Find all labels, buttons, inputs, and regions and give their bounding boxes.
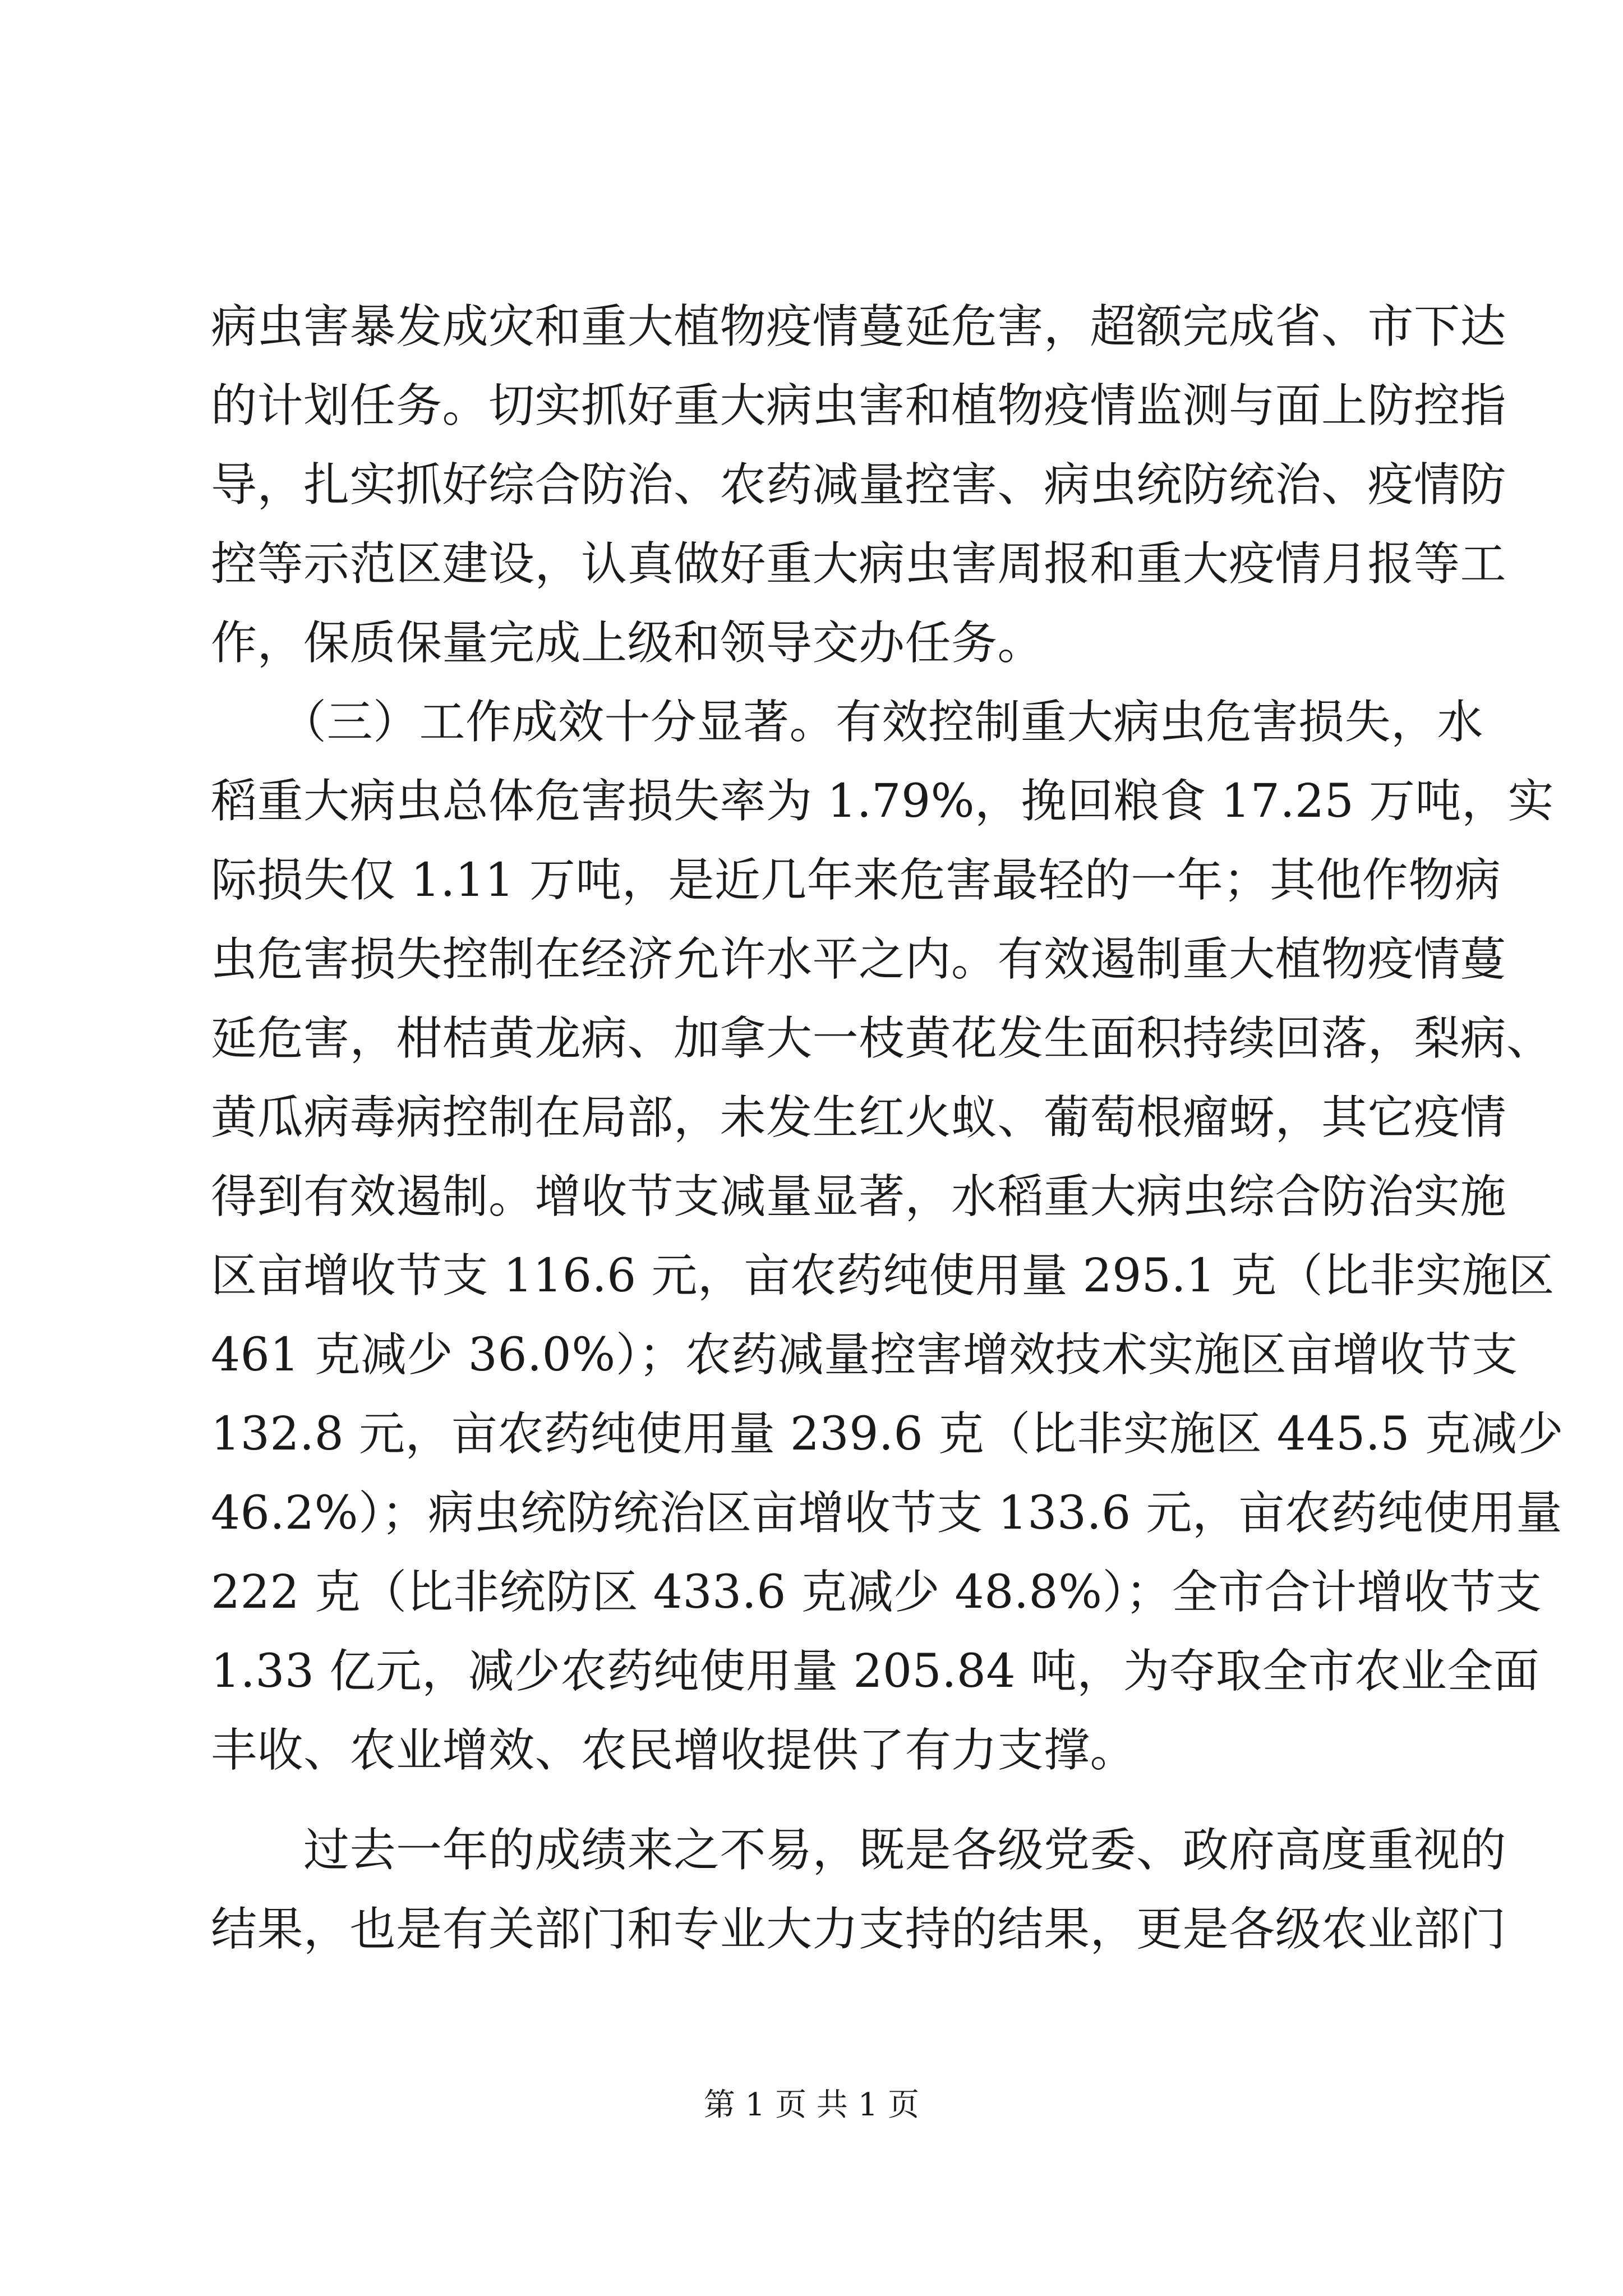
text-line: 1.33 亿元，减少农药纯使用量 205.84 吨，为夺取全市农业全面 bbox=[211, 1645, 1540, 1698]
paragraph-start-line: （三）工作成效十分显著。有效控制重大病虫危害损失，水 bbox=[211, 696, 1484, 749]
paragraph-gap bbox=[211, 1790, 1417, 1811]
text-line: 际损失仅 1.11 万吨，是近几年来危害最轻的一年；其他作物病 bbox=[211, 854, 1501, 907]
text-line: 46.2%）；病虫统防统治区亩增收节支 133.6 元，亩农药纯使用量 bbox=[211, 1487, 1562, 1540]
text-line: 的计划任务。切实抓好重大病虫害和植物疫情监测与面上防控指 bbox=[211, 379, 1507, 432]
text-line: 虫危害损失控制在经济允许水平之内。有效遏制重大植物疫情蔓 bbox=[211, 933, 1507, 986]
text-line: 区亩增收节支 116.6 元，亩农药纯使用量 295.1 克（比非实施区 bbox=[211, 1249, 1555, 1303]
document-body bbox=[211, 287, 1564, 1969]
text-line: 得到有效遏制。增收节支减量显著，水稻重大病虫综合防治实施 bbox=[211, 1170, 1507, 1223]
text-line: 结果，也是有关部门和专业大力支持的结果，更是各级农业部门 bbox=[211, 1903, 1507, 1956]
paragraph-start-line: 过去一年的成绩来之不易，既是各级党委、政府高度重视的 bbox=[211, 1824, 1507, 1877]
text-line: 病虫害暴发成灾和重大植物疫情蔓延危害，超额完成省、市下达 bbox=[211, 300, 1507, 353]
text-line: 导，扎实抓好综合防治、农药减量控害、病虫统防统治、疫情防 bbox=[211, 458, 1507, 512]
text-line: 丰收、农业增效、农民增收提供了有力支撑。 bbox=[211, 1724, 1137, 1777]
text-line: 作，保质保量完成上级和领导交办任务。 bbox=[211, 616, 1044, 670]
text-line: 延危害，柑桔黄龙病、加拿大一枝黄花发生面积持续回落，梨病、 bbox=[211, 1012, 1553, 1065]
text-line: 222 克（比非统防区 433.6 克减少 48.8%）；全市合计增收节支 bbox=[211, 1566, 1542, 1619]
text-line: 461 克减少 36.0%）；农药减量控害增效技术实施区亩增收节支 bbox=[211, 1328, 1518, 1382]
text-line: 黄瓜病毒病控制在局部，未发生红火蚁、葡萄根瘤蚜，其它疫情 bbox=[211, 1091, 1507, 1144]
text-line: 稻重大病虫总体危害损失率为 1.79%，挽回粮食 17.25 万吨，实 bbox=[211, 775, 1554, 828]
text-line: 控等示范区建设，认真做好重大病虫害周报和重大疫情月报等工 bbox=[211, 537, 1507, 591]
page-number-footer: 第 1 页 共 1 页 bbox=[703, 2087, 920, 2123]
text-line: 132.8 元，亩农药纯使用量 239.6 克（比非实施区 445.5 克减少 bbox=[211, 1407, 1564, 1461]
